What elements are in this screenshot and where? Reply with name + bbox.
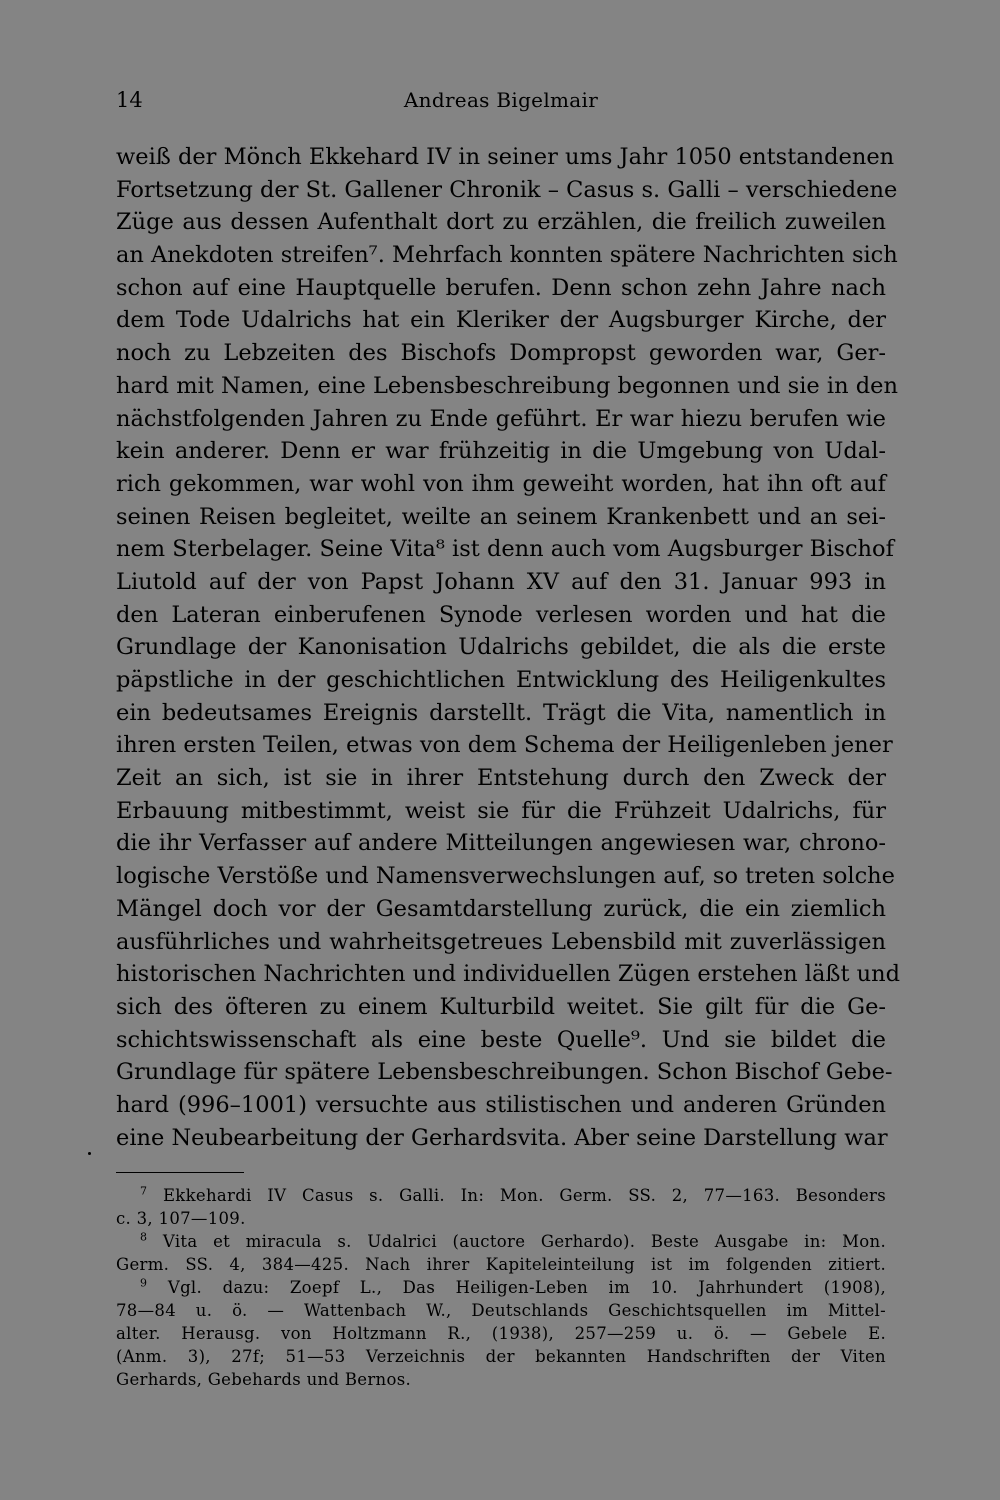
footnote-number: 9	[140, 1276, 148, 1290]
body-line: rich gekommen, war wohl von ihm geweiht worden, hat ihn oft auf	[116, 470, 886, 497]
body-line: ausführliches und wahrheitsgetreues Lebensbild mit zuverlässigen	[116, 928, 886, 955]
body-line: Liutold auf der von Papst Johann XV auf den 31. Januar 993 in	[116, 568, 886, 595]
body-line: sich des öfteren zu einem Kulturbild weitet. Sie gilt für die Ge-	[116, 993, 886, 1020]
footnote-text: Vita et miracula s. Udalrici (auctore Gerhardo). Beste Ausgabe in: Mon.	[162, 1232, 886, 1251]
footnote-line: Germ. SS. 4, 384—425. Nach ihrer Kapiteleinteilung ist im folgenden zitiert.	[116, 1255, 886, 1274]
footnote-line: Gerhards, Gebehards und Bernos.	[116, 1370, 412, 1389]
footnotes	[116, 1184, 886, 1391]
footnote-line	[116, 1276, 886, 1299]
body-text	[116, 141, 901, 1154]
body-line: logische Verstöße und Namensverwechslungen auf, so treten solche	[116, 863, 895, 890]
footnote-9	[116, 1276, 886, 1391]
body-line: die ihr Verfasser auf andere Mitteilungen angewiesen war, chrono-	[116, 830, 886, 857]
footnote-line	[116, 1230, 886, 1253]
body-line: den Lateran einberufenen Synode verlesen worden und hat die	[116, 601, 886, 628]
body-line: hard (996–1001) versuchte aus stilistischen und anderen Gründen	[116, 1091, 886, 1118]
body-line: Grundlage für spätere Lebensbeschreibungen. Schon Bischof Gebe-	[116, 1059, 893, 1086]
footnote-line: alter. Herausg. von Holtzmann R., (1938), 257—259 u. ö. — Gebele E.	[116, 1324, 886, 1343]
running-title: Andreas Bigelmair	[403, 88, 599, 112]
body-line: Erbauung mitbestimmt, weist sie für die Frühzeit Udalrichs, für	[116, 797, 886, 824]
footnote-number: 8	[140, 1230, 148, 1244]
footnote-number: 7	[140, 1184, 148, 1198]
footnote-text: Ekkehardi IV Casus s. Galli. In: Mon. Germ. SS. 2, 77—163. Besonders	[162, 1186, 887, 1205]
running-head	[116, 88, 886, 118]
page-number: 14	[116, 88, 143, 112]
body-line: weiß der Mönch Ekkehard IV in seiner ums Jahr 1050 entstandenen	[116, 144, 895, 170]
footnote-8	[116, 1230, 886, 1276]
body-line: historischen Nachrichten und individuellen Zügen erstehen läßt und	[116, 961, 901, 988]
footnote-7	[116, 1184, 886, 1230]
body-line: an Anekdoten streifen⁷. Mehrfach konnten spätere Nachrichten sich	[116, 242, 898, 269]
footnote-separator	[116, 1172, 244, 1173]
body-line: ein bedeutsames Ereignis darstellt. Trägt die Vita, namentlich in	[116, 699, 886, 726]
footnote-text: Vgl. dazu: Zoepf L., Das Heiligen-Leben im 10. Jahrhundert (1908),	[167, 1278, 887, 1297]
body-line: hard mit Namen, eine Lebensbeschreibung begonnen und sie in den	[116, 372, 898, 399]
body-line: nem Sterbelager. Seine Vita⁸ ist denn auch vom Augsburger Bischof	[116, 536, 894, 563]
footnote-line: (Anm. 3), 27f; 51—53 Verzeichnis der bekannten Handschriften der Viten	[116, 1347, 886, 1366]
body-line: schon auf eine Hauptquelle berufen. Denn schon zehn Jahre nach	[116, 274, 886, 301]
body-line: dem Tode Udalrichs hat ein Kleriker der Augsburger Kirche, der	[116, 307, 886, 334]
body-line: seinen Reisen begleitet, weilte an seinem Krankenbett und an sei-	[116, 503, 886, 530]
body-line: Züge aus dessen Aufenthalt dort zu erzählen, die freilich zuweilen	[116, 209, 886, 236]
body-line: ihren ersten Teilen, etwas von dem Schema der Heiligenleben jener	[116, 732, 893, 759]
body-line: eine Neubearbeitung der Gerhardsvita. Aber seine Darstellung war	[116, 1124, 888, 1151]
body-line: Fortsetzung der St. Gallener Chronik – Casus s. Galli – verschiedene	[116, 176, 898, 203]
footnote-line	[116, 1184, 886, 1207]
body-line: schichtswissenschaft als eine beste Quelle⁹. Und sie bildet die	[116, 1026, 886, 1053]
body-line: päpstliche in der geschichtlichen Entwicklung des Heiligenkultes	[116, 667, 886, 693]
body-line: Grundlage der Kanonisation Udalrichs gebildet, die als die erste	[116, 634, 886, 661]
body-line: Zeit an sich, ist sie in ihrer Entstehung durch den Zweck der	[116, 765, 886, 792]
body-line: noch zu Lebzeiten des Bischofs Dompropst geworden war, Ger-	[116, 340, 886, 367]
footnote-line: c. 3, 107—109.	[116, 1209, 246, 1228]
body-line: kein anderer. Denn er war frühzeitig in die Umgebung von Udal-	[116, 438, 886, 465]
body-line: Mängel doch vor der Gesamtdarstellung zurück, die ein ziemlich	[116, 895, 886, 922]
margin-speck	[88, 1152, 91, 1155]
footnote-line: 78—84 u. ö. — Wattenbach W., Deutschlands Geschichtsquellen im Mittel-	[116, 1301, 886, 1320]
body-line: nächstfolgenden Jahren zu Ende geführt. Er war hiezu berufen wie	[116, 405, 886, 432]
